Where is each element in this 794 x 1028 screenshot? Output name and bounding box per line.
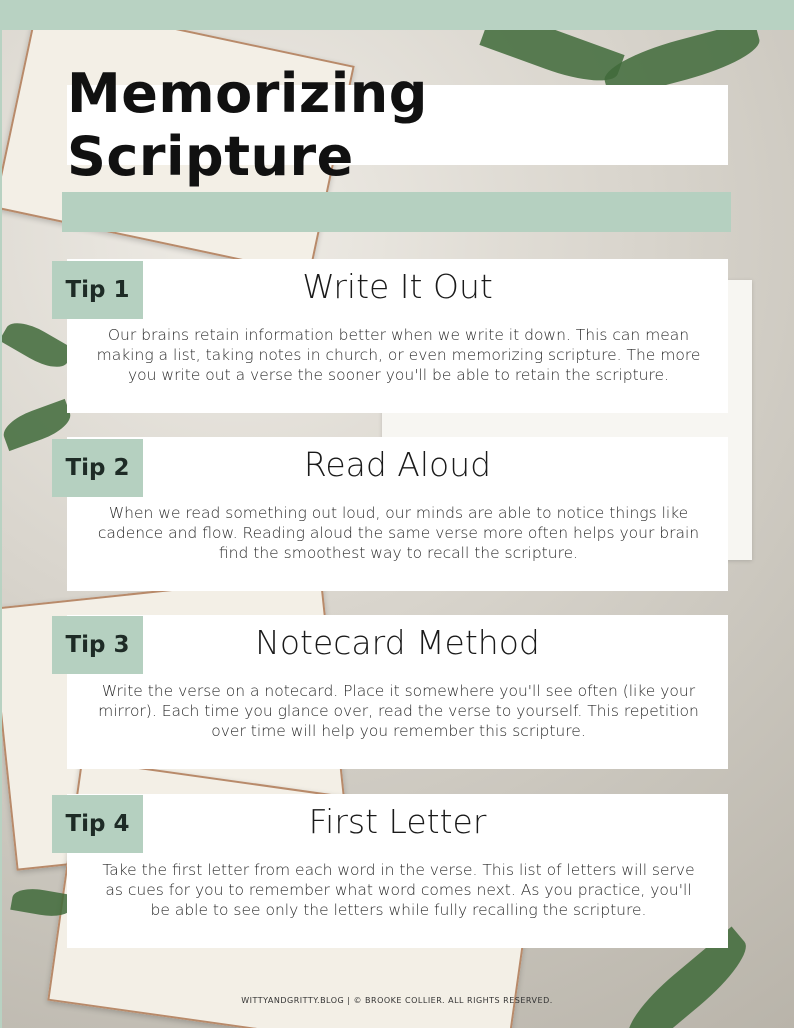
tip-heading: Read Aloud	[303, 445, 492, 484]
tip-body: Our brains retain information better when we write it down. This can mean making a list, taking notes in church, or even memorizing scripture. The more you write out a verse the sooner you'll be able to retain the scripture.	[96, 326, 701, 384]
tip-badge-4: Tip 4	[52, 795, 143, 853]
copyright-footer: WITTYANDGRITTY.BLOG | © BROOKE COLLIER. ALL RIGHTS RESERVED.	[241, 996, 553, 1005]
fern-leaf	[2, 315, 75, 376]
tip-body: Write the verse on a notecard. Place it somewhere you'll see often (like your mirror). Each time you glance over, read the verse to yourself. This repetition over time will help you remember this scripture.	[98, 682, 699, 740]
tip-card-4	[67, 794, 728, 948]
tip-body: Take the first letter from each word in the verse. This list of letters will serve as cues for you to remember what word comes next. As you practice, you'll be able to see only the letters while fully recalling the scripture.	[102, 861, 695, 919]
tip-card-1	[67, 259, 728, 413]
tip-heading: First Letter	[308, 802, 487, 841]
tip-card-2	[67, 437, 728, 591]
page-title: Memorizing Scripture	[67, 62, 428, 188]
tip-card-3	[67, 615, 728, 769]
tip-body: When we read something out loud, our minds are able to notice things like cadence and flow. Reading aloud the same verse more often helps your brain find the smoothest way to recall the scripture.	[97, 504, 700, 562]
title-banner	[67, 62, 728, 188]
accent-bar	[62, 192, 731, 232]
tip-heading: Write It Out	[302, 267, 493, 306]
tip-badge-3: Tip 3	[52, 616, 143, 674]
tip-heading: Notecard Method	[255, 623, 540, 662]
tip-badge-2: Tip 2	[52, 439, 143, 497]
tip-badge-1: Tip 1	[52, 261, 143, 319]
